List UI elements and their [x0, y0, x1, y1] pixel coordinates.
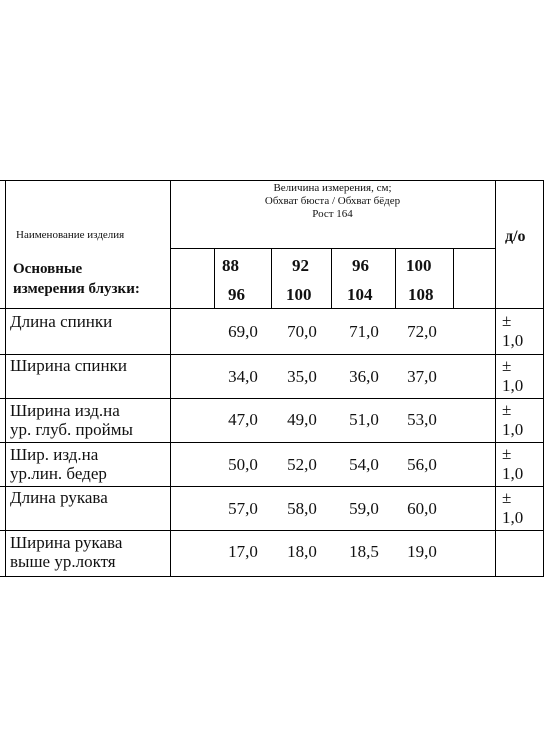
row-value: 60,0 — [407, 499, 437, 518]
row-name-line-1: Ширина спинки — [10, 356, 127, 375]
measure-header-line-2: Обхват бюста / Обхват бёдер — [264, 195, 401, 207]
tolerance-value: 1,0 — [502, 420, 524, 439]
tolerance-value: 1,0 — [502, 376, 524, 395]
row-value: 36,0 — [349, 367, 379, 386]
tolerance-value: 1,0 — [502, 508, 524, 527]
row-value: 70,0 — [287, 322, 317, 341]
row-value: 53,0 — [407, 410, 437, 429]
row-value: 49,0 — [287, 410, 317, 429]
row-name — [10, 445, 107, 483]
row-name — [10, 488, 108, 507]
row-value: 17,0 — [228, 542, 258, 561]
hip-size-100: 100 — [286, 285, 312, 304]
row-value: 54,0 — [349, 455, 379, 474]
grid-line — [170, 248, 496, 249]
hip-size-104: 104 — [347, 285, 373, 304]
row-value: 37,0 — [407, 367, 437, 386]
row-value: 71,0 — [349, 322, 379, 341]
grid-line — [331, 248, 332, 308]
grid-line — [0, 576, 544, 577]
grid-line — [0, 530, 544, 531]
basic-measurements-label-line-1: Основные — [13, 261, 83, 277]
row-value: 19,0 — [407, 542, 437, 561]
product-name-header: Наименование изделия — [16, 229, 125, 241]
measure-header — [170, 182, 495, 221]
grid-line — [0, 486, 544, 487]
row-tolerance — [502, 400, 523, 440]
tolerance-sign: ± — [502, 356, 512, 375]
grid-line — [214, 248, 215, 308]
basic-measurements-label-line-2: измерения блузки: — [13, 281, 140, 297]
row-value: 59,0 — [349, 499, 379, 518]
grid-line — [0, 180, 544, 181]
row-name-line-1: Длина рукава — [10, 488, 108, 507]
row-tolerance — [502, 488, 523, 528]
tolerance-header: д/о — [505, 228, 526, 245]
grid-line — [395, 248, 396, 308]
row-name — [10, 356, 127, 375]
tolerance-sign: ± — [502, 400, 512, 419]
bust-size-100: 100 — [406, 256, 432, 275]
measure-header-line-3: Рост 164 — [312, 208, 353, 220]
grid-line — [453, 248, 454, 308]
grid-line — [5, 180, 6, 577]
tolerance-sign: ± — [502, 488, 512, 507]
grid-line — [495, 180, 496, 577]
row-value: 57,0 — [228, 499, 258, 518]
bust-size-96: 96 — [352, 256, 369, 275]
grid-line — [0, 398, 544, 399]
row-name-line-1: Ширина изд.на — [10, 401, 120, 420]
row-value: 56,0 — [407, 455, 437, 474]
row-value: 35,0 — [287, 367, 317, 386]
row-value: 34,0 — [228, 367, 258, 386]
row-name-line-2: ур.лин. бедер — [10, 464, 107, 483]
row-name — [10, 312, 112, 331]
row-value: 18,0 — [287, 542, 317, 561]
grid-line — [170, 180, 171, 577]
basic-measurements-label — [13, 259, 140, 299]
row-name — [10, 533, 122, 571]
row-value: 72,0 — [407, 322, 437, 341]
bust-size-88: 88 — [222, 256, 239, 275]
tolerance-value: 1,0 — [502, 464, 524, 483]
row-value: 18,5 — [349, 542, 379, 561]
hip-size-108: 108 — [408, 285, 434, 304]
tolerance-sign: ± — [502, 311, 512, 330]
row-value: 69,0 — [228, 322, 258, 341]
row-name — [10, 401, 133, 439]
grid-line — [0, 442, 544, 443]
tolerance-value: 1,0 — [502, 331, 524, 350]
row-value: 50,0 — [228, 455, 258, 474]
row-value: 52,0 — [287, 455, 317, 474]
row-tolerance — [502, 311, 523, 351]
bust-size-92: 92 — [292, 256, 309, 275]
row-name-line-2: выше ур.локтя — [10, 552, 116, 571]
row-value: 47,0 — [228, 410, 258, 429]
measure-header-line-1: Величина измерения, см; — [273, 182, 392, 194]
grid-line — [271, 248, 272, 308]
row-tolerance — [502, 356, 523, 396]
row-name-line-1: Длина спинки — [10, 312, 113, 331]
grid-line — [0, 354, 544, 355]
row-value: 58,0 — [287, 499, 317, 518]
row-name-line-2: ур. глуб. проймы — [10, 420, 133, 439]
grid-line — [0, 308, 544, 309]
row-tolerance — [502, 444, 523, 484]
row-value: 51,0 — [349, 410, 379, 429]
hip-size-96: 96 — [228, 285, 245, 304]
tolerance-sign: ± — [502, 444, 512, 463]
row-name-line-1: Ширина рукава — [10, 533, 123, 552]
row-name-line-1: Шир. изд.на — [10, 445, 99, 464]
